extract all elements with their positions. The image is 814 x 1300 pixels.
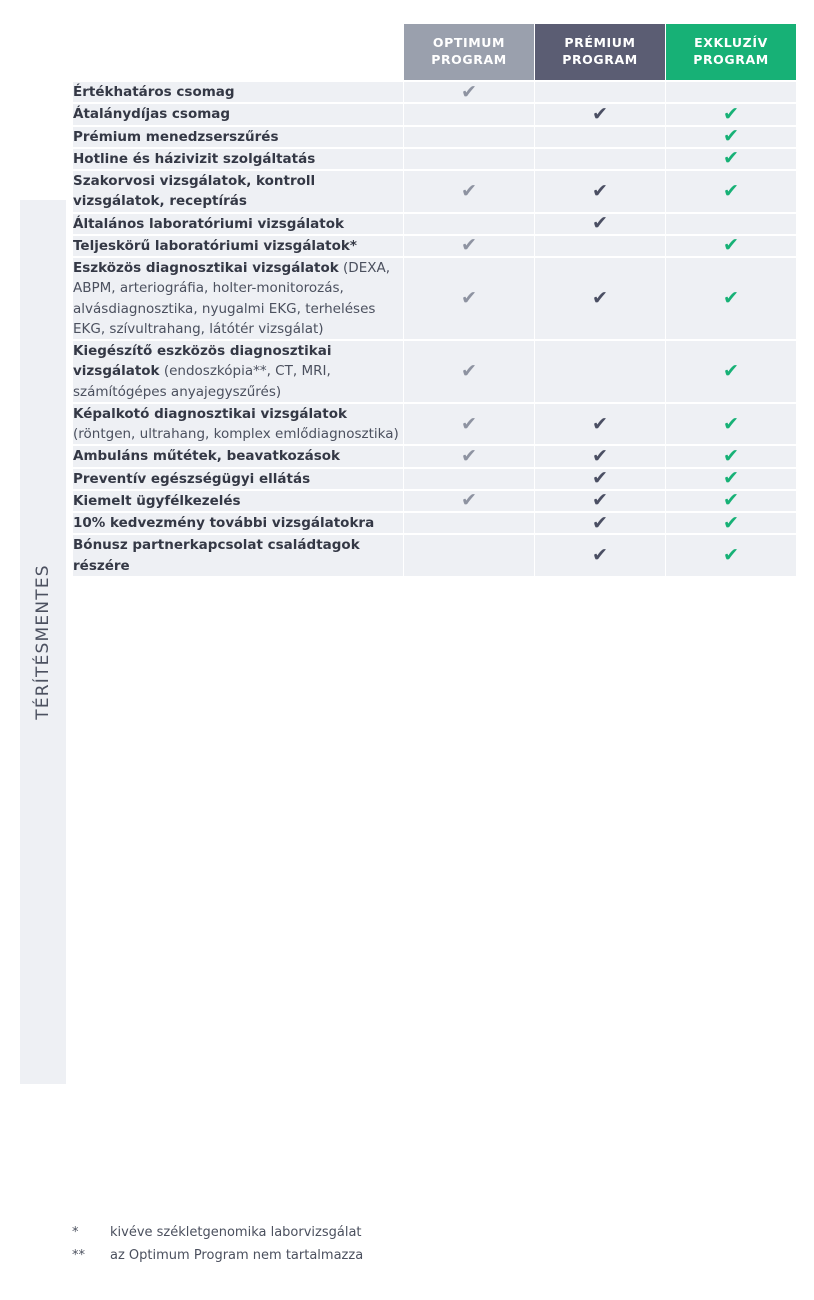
- availability-cell-premium: [535, 104, 665, 124]
- feature-label-cell: [73, 127, 403, 147]
- availability-cell-exkluziv: [666, 446, 796, 466]
- table-row: [73, 149, 796, 169]
- availability-cell-optimum: [404, 171, 534, 212]
- benefits-table-wrapper: [72, 22, 794, 578]
- column-header-premium-line2: PROGRAM: [562, 52, 638, 67]
- availability-cell-optimum: [404, 513, 534, 533]
- column-header-exkluziv: [666, 24, 796, 80]
- check-icon: ✔: [592, 444, 608, 467]
- availability-cell-exkluziv: [666, 104, 796, 124]
- availability-cell-optimum: [404, 469, 534, 489]
- column-header-optimum-line2: PROGRAM: [431, 52, 507, 67]
- availability-cell-exkluziv: [666, 214, 796, 234]
- availability-cell-exkluziv: [666, 535, 796, 576]
- feature-label-cell: [73, 535, 403, 576]
- availability-cell-premium: [535, 214, 665, 234]
- table-row: [73, 513, 796, 533]
- feature-title: 10% kedvezmény további vizsgálatokra: [73, 515, 375, 531]
- check-icon: ✔: [592, 412, 608, 435]
- availability-cell-optimum: [404, 341, 534, 402]
- feature-detail: (röntgen, ultrahang, komplex emlődiagnosztika): [73, 426, 399, 442]
- table-header: [73, 24, 796, 80]
- footnote-marker: *: [72, 1225, 79, 1240]
- feature-label-cell: [73, 513, 403, 533]
- feature-label-cell: [73, 82, 403, 102]
- check-icon: ✔: [592, 511, 608, 534]
- table-row: [73, 491, 796, 511]
- availability-cell-exkluziv: [666, 513, 796, 533]
- table-row: [73, 82, 796, 102]
- availability-cell-premium: [535, 341, 665, 402]
- table-row: [73, 236, 796, 256]
- footnote-text: az Optimum Program nem tartalmazza: [110, 1247, 364, 1263]
- check-icon: ✔: [461, 412, 477, 435]
- availability-cell-optimum: [404, 104, 534, 124]
- availability-cell-optimum: [404, 535, 534, 576]
- check-icon: ✔: [723, 287, 739, 309]
- availability-cell-premium: [535, 82, 665, 102]
- table-row: [73, 341, 796, 402]
- check-icon: ✔: [461, 489, 477, 512]
- feature-label-cell: [73, 149, 403, 169]
- availability-cell-optimum: [404, 446, 534, 466]
- availability-cell-exkluziv: [666, 149, 796, 169]
- table-row: [73, 214, 796, 234]
- check-icon: ✔: [723, 544, 739, 566]
- feature-title: Hotline és házivizit szolgáltatás: [73, 150, 316, 167]
- check-icon: ✔: [592, 102, 608, 125]
- availability-cell-optimum: [404, 82, 534, 102]
- availability-cell-optimum: [404, 214, 534, 234]
- footnote-item: [72, 1245, 672, 1268]
- check-icon: ✔: [592, 179, 608, 202]
- header-row: [73, 24, 796, 80]
- feature-title: Átalánydíjas csomag: [73, 106, 231, 123]
- check-icon: ✔: [592, 489, 608, 512]
- feature-label-cell: [73, 236, 403, 256]
- availability-cell-optimum: [404, 149, 534, 169]
- availability-cell-optimum: [404, 236, 534, 256]
- availability-cell-premium: [535, 469, 665, 489]
- column-header-premium-line1: PRÉMIUM: [564, 35, 636, 51]
- section-label-text: TÉRÍTÉSMENTES: [33, 564, 54, 720]
- availability-cell-premium: [535, 404, 665, 445]
- feature-label-cell: [73, 214, 403, 234]
- availability-cell-optimum: [404, 404, 534, 445]
- table-row: [73, 404, 796, 445]
- availability-cell-premium: [535, 127, 665, 147]
- column-header-exkluziv-line1: EXKLUZÍV: [694, 35, 768, 51]
- availability-cell-exkluziv: [666, 491, 796, 511]
- check-icon: ✔: [461, 234, 477, 257]
- check-icon: ✔: [723, 412, 739, 435]
- availability-cell-premium: [535, 535, 665, 576]
- table-body: [73, 82, 796, 576]
- feature-label-cell: [73, 491, 403, 511]
- feature-title: Prémium menedzserszűrés: [73, 128, 279, 145]
- check-icon: ✔: [723, 489, 739, 512]
- footnote-marker: **: [72, 1247, 85, 1263]
- availability-cell-exkluziv: [666, 258, 796, 339]
- feature-title: Ambuláns műtétek, beavatkozások: [73, 448, 341, 465]
- table-row: [73, 446, 796, 466]
- header-cell-blank: [73, 24, 403, 80]
- feature-detail: (endoszkópia**, CT, MRI, számítógépes anyajegyszűrés): [73, 363, 331, 400]
- check-icon: ✔: [592, 544, 608, 566]
- check-icon: ✔: [461, 287, 477, 309]
- footnotes: [72, 1222, 672, 1268]
- feature-title: Képalkotó diagnosztikai vizsgálatok: [73, 405, 347, 422]
- availability-cell-premium: [535, 446, 665, 466]
- check-icon: ✔: [461, 80, 477, 103]
- availability-cell-exkluziv: [666, 82, 796, 102]
- availability-cell-premium: [535, 236, 665, 256]
- availability-cell-optimum: [404, 491, 534, 511]
- feature-title: Kiemelt ügyfélkezelés: [73, 492, 241, 509]
- check-icon: ✔: [461, 359, 477, 382]
- check-icon: ✔: [723, 467, 739, 490]
- feature-title: Eszközös diagnosztikai vizsgálatok: [73, 260, 339, 276]
- availability-cell-optimum: [404, 127, 534, 147]
- feature-title: Bónusz partnerkapcsolat családtagok részére: [73, 537, 360, 574]
- availability-cell-exkluziv: [666, 171, 796, 212]
- availability-cell-premium: [535, 171, 665, 212]
- feature-title: Kiegészítő eszközös diagnosztikai vizsgálatok: [73, 343, 332, 380]
- feature-label-cell: [73, 171, 403, 212]
- column-header-exkluziv-line2: PROGRAM: [693, 52, 769, 67]
- availability-cell-premium: [535, 513, 665, 533]
- column-header-premium: [535, 24, 665, 80]
- check-icon: ✔: [723, 102, 739, 125]
- check-icon: ✔: [592, 287, 608, 309]
- check-icon: ✔: [592, 467, 608, 490]
- section-label-free-of-charge: [20, 200, 66, 1084]
- check-icon: ✔: [723, 147, 739, 170]
- feature-title: Preventív egészségügyi ellátás: [73, 470, 311, 487]
- availability-cell-exkluziv: [666, 236, 796, 256]
- feature-detail: (DEXA, ABPM, arteriográfia, holter-monitorozás, alvásdiagnosztika, nyugalmi EKG, terheléses EKG, szívultrahang, látótér vizsgálat): [73, 260, 391, 337]
- check-icon: ✔: [461, 444, 477, 467]
- availability-cell-exkluziv: [666, 404, 796, 445]
- availability-cell-exkluziv: [666, 469, 796, 489]
- availability-cell-premium: [535, 149, 665, 169]
- check-icon: ✔: [461, 179, 477, 202]
- feature-title: Szakorvosi vizsgálatok, kontroll vizsgálatok, receptírás: [73, 173, 316, 210]
- feature-title: Teljeskörű laboratóriumi vizsgálatok*: [73, 237, 357, 254]
- table-row: [73, 469, 796, 489]
- feature-label-cell: [73, 446, 403, 466]
- feature-label-cell: [73, 258, 403, 339]
- availability-cell-exkluziv: [666, 341, 796, 402]
- check-icon: ✔: [723, 511, 739, 534]
- feature-label-cell: [73, 404, 403, 445]
- table-row: [73, 535, 796, 576]
- feature-label-cell: [73, 104, 403, 124]
- column-header-optimum: [404, 24, 534, 80]
- column-header-optimum-line1: OPTIMUM: [432, 35, 506, 51]
- benefits-table: [72, 22, 797, 578]
- footnote-item: [72, 1222, 672, 1245]
- table-row: [73, 127, 796, 147]
- feature-title: Általános laboratóriumi vizsgálatok: [73, 215, 344, 232]
- availability-cell-exkluziv: [666, 127, 796, 147]
- table-row: [73, 104, 796, 124]
- check-icon: ✔: [592, 212, 608, 235]
- check-icon: ✔: [723, 234, 739, 257]
- availability-cell-premium: [535, 258, 665, 339]
- check-icon: ✔: [723, 179, 739, 202]
- check-icon: ✔: [723, 444, 739, 467]
- table-row: [73, 171, 796, 212]
- availability-cell-optimum: [404, 258, 534, 339]
- feature-label-cell: [73, 341, 403, 402]
- footnote-text: kivéve székletgenomika laborvizsgálat: [110, 1225, 362, 1240]
- availability-cell-premium: [535, 491, 665, 511]
- table-row: [73, 258, 796, 339]
- check-icon: ✔: [723, 125, 739, 148]
- feature-label-cell: [73, 469, 403, 489]
- feature-title: Értékhatáros csomag: [73, 84, 235, 100]
- check-icon: ✔: [723, 359, 739, 382]
